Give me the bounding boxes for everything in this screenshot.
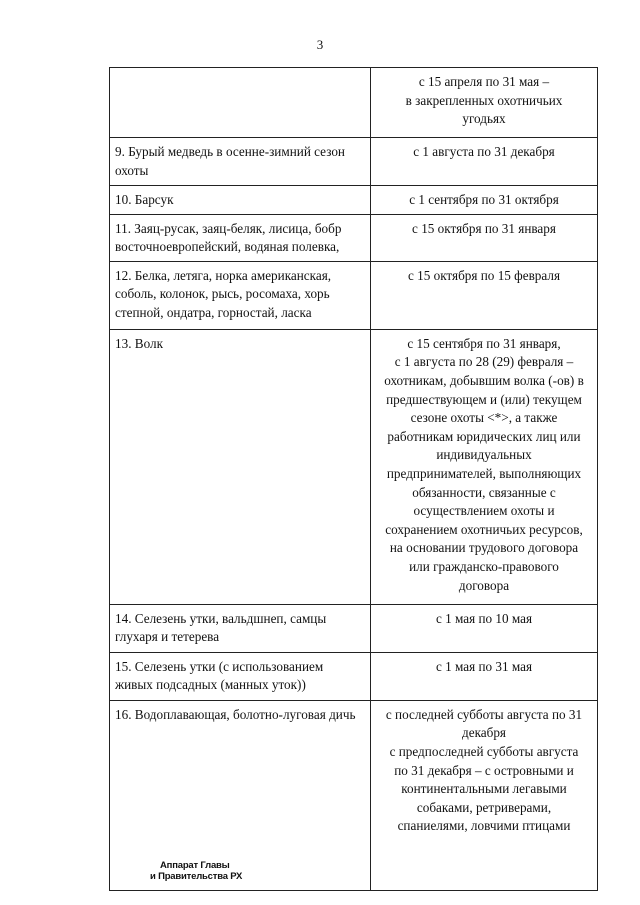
- period-line: договора: [458, 577, 510, 593]
- period-line: спаниелями, ловчими птицами: [397, 818, 571, 834]
- period-line: осуществлением охоты и: [413, 503, 555, 519]
- period-cell: [371, 604, 598, 652]
- species-cell: [110, 68, 371, 138]
- species-line: живых подсадных (манных уток)): [115, 677, 306, 693]
- period-line: предшествующем и (или) текущем: [386, 391, 582, 407]
- period-line: сохранением охотничьих ресурсов,: [385, 521, 583, 537]
- table-row: [110, 68, 598, 138]
- species-line: восточноевропейский, водяная полевка,: [115, 239, 340, 255]
- period-line: предпринимателей, выполняющих: [386, 465, 582, 481]
- species-line: степной, ондатра, горностай, ласка: [115, 304, 312, 320]
- period-line: на основании трудового договора: [389, 540, 579, 556]
- period-line: охотникам, добывшим волка (-ов) в: [384, 372, 584, 388]
- period-line: с 15 сентября по 31 января,: [407, 335, 561, 351]
- species-cell: [110, 604, 371, 652]
- species-line: 10. Барсук: [115, 192, 174, 207]
- period-line: работникам юридических лиц или: [387, 428, 581, 444]
- period-line: с 1 августа по 28 (29) февраля –: [394, 354, 574, 370]
- period-cell: [371, 261, 598, 329]
- period-line: в закрепленных охотничьих: [405, 92, 563, 108]
- page-number: 3: [316, 37, 324, 52]
- period-line: угодьях: [462, 111, 506, 127]
- species-line: 15. Селезень утки (с использованием: [115, 658, 324, 674]
- table-body: [110, 68, 598, 891]
- species-cell: [110, 261, 371, 329]
- period-line: с 1 сентября по 31 октября: [409, 192, 559, 207]
- period-cell: [371, 329, 598, 604]
- species-cell: [110, 329, 371, 604]
- period-line: индивидуальных: [436, 447, 532, 463]
- period-line: с 15 октября по 15 февраля: [407, 267, 561, 283]
- footer-line-2: и Правительства РХ: [150, 871, 243, 882]
- species-cell: [110, 138, 371, 186]
- species-cell: [110, 214, 371, 261]
- period-cell: [371, 214, 598, 261]
- species-line: 11. Заяц-русак, заяц-беляк, лисица, бобр: [115, 220, 342, 236]
- hunting-periods-table: [109, 67, 598, 891]
- species-line: 9. Бурый медведь в осенне-зимний сезон: [115, 144, 345, 159]
- period-cell: [371, 138, 598, 186]
- table-row: [110, 138, 598, 186]
- period-line: по 31 декабря – с островными и: [394, 762, 574, 778]
- period-line: с предпоследней субботы августа: [389, 743, 579, 759]
- species-line: 12. Белка, летяга, норка американская,: [115, 267, 332, 283]
- table-row: [110, 329, 598, 604]
- species-line: соболь, колонок, рысь, росомаха, хорь: [115, 286, 330, 302]
- species-cell: [110, 652, 371, 700]
- species-line: охоты: [115, 162, 149, 178]
- period-line: с 15 апреля по 31 мая –: [418, 74, 550, 89]
- period-line: континентальными легавыми: [401, 781, 567, 797]
- species-cell: [110, 186, 371, 215]
- period-cell: [371, 68, 598, 138]
- period-line: или гражданско-правового: [409, 558, 559, 574]
- table-row: [110, 652, 598, 700]
- species-line: 16. Водоплавающая, болотно-луговая дичь: [115, 706, 356, 722]
- period-line: собаками, ретриверами,: [416, 799, 552, 815]
- table-row: [110, 186, 598, 215]
- footer-stamp: [150, 860, 242, 882]
- period-cell: [371, 700, 598, 890]
- period-line: с 1 августа по 31 декабря: [413, 144, 555, 159]
- period-line: с последней субботы августа по 31: [385, 706, 583, 722]
- period-line: с 1 мая по 31 мая: [435, 658, 533, 674]
- period-line: обязанности, связанные с: [412, 484, 556, 500]
- period-line: с 15 октября по 31 января: [412, 220, 556, 236]
- species-line: 14. Селезень утки, вальдшнеп, самцы: [115, 610, 327, 626]
- species-line: 13. Волк: [115, 335, 163, 351]
- table-row: [110, 261, 598, 329]
- footer-line-1: Аппарат Главы: [160, 860, 230, 871]
- period-cell: [371, 186, 598, 215]
- period-line: с 1 мая по 10 мая: [435, 610, 533, 626]
- period-line: сезоне охоты <*>, а также: [410, 410, 558, 426]
- table-row: [110, 604, 598, 652]
- period-line: декабря: [462, 725, 506, 741]
- table-row: [110, 214, 598, 261]
- species-line: глухаря и тетерева: [115, 629, 220, 645]
- period-cell: [371, 652, 598, 700]
